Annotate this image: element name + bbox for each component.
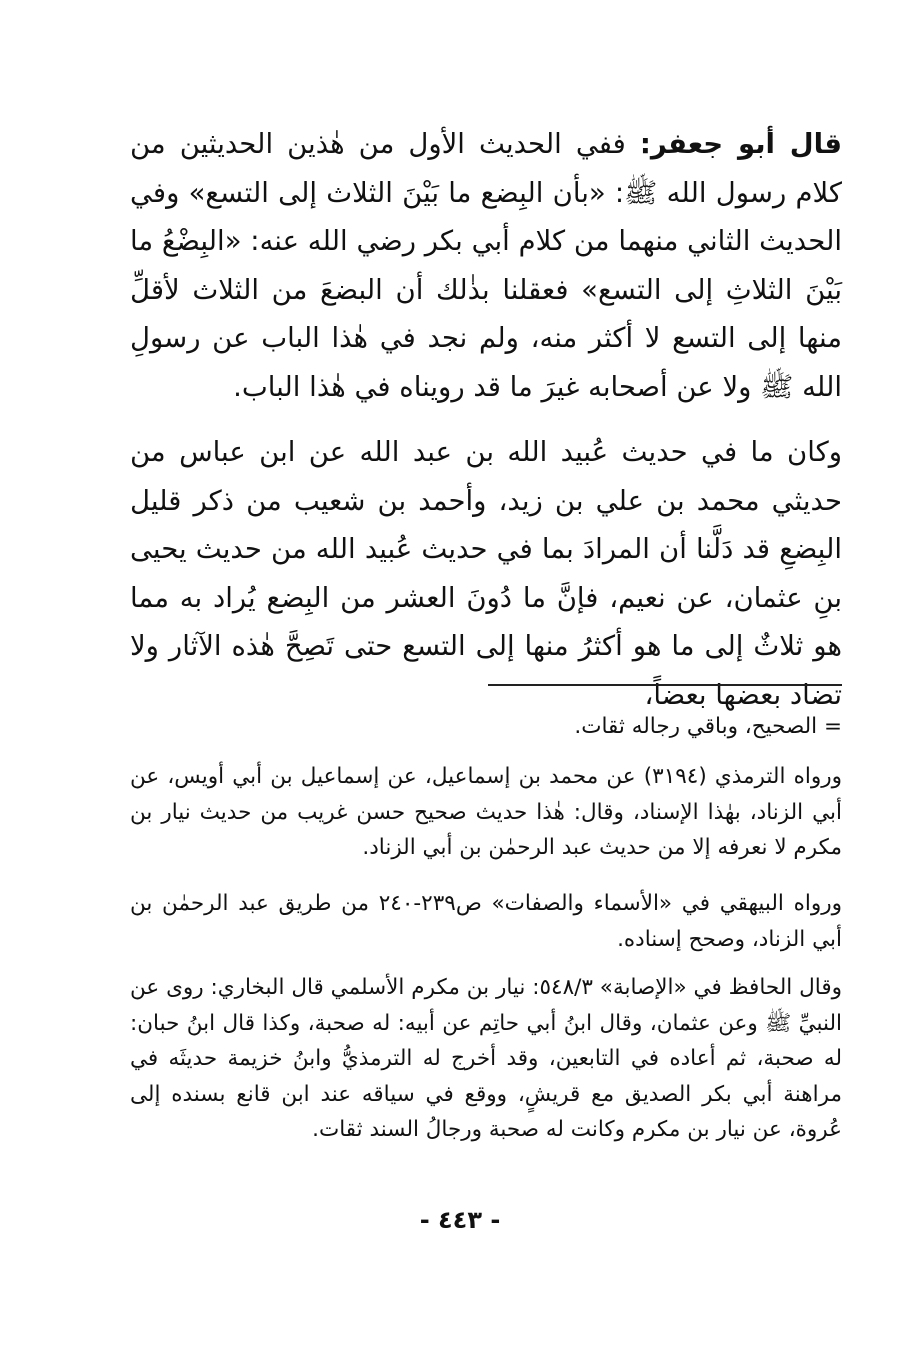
- footnote-paragraph-3: وقال الحافظ في «الإصابة» ٥٤٨/٣: نيار بن مكرم الأسلمي قال البخاري: روى عن النبيِّ ﷺ وعن عثمان، وقال ابنُ أبي حاتِم عن أبيه: له صحبة، وكذا قال ابنُ حبان: له صحبة، ثم أعاده في التابعين، وقد أخرج له الترمذيُّ وابنُ خزيمة حديثَه في مراهنة أبي بكر الصديق مع قريشٍ، ووقع في سياقه عند ابن قانع بسنده إلى عُروة، عن نيار بن مكرم وكانت له صحبة ورجالُ السند ثقات.: [130, 975, 842, 1142]
- footnote-separator: [488, 684, 842, 686]
- page-number: - ٤٤٣ -: [419, 1206, 501, 1234]
- paragraph-text: وكان ما في حديث عُبيد الله بن عبد الله عن ابن عباس من حديثي محمد بن علي بن زيد، وأحمد بن شعيب من ذكر قليل البِضعِ قد دَلَّنا أن المرادَ بما في حديث عُبيد الله من حديث يحيى بنِ عثمان، عن نعيم، فإنَّ ما دُونَ العشر من البِضع يُراد به مما هو ثلاثٌ إلى ما هو أكثرُ منها إلى التسع حتى تَصِحَّ هٰذه الآثار ولا تضاد بعضها بعضاً،: [130, 436, 842, 711]
- paragraph-lead: قال أبو جعفر:: [639, 128, 843, 160]
- footnote-continuation: = الصحيح، وباقي رجاله ثقات.: [574, 714, 842, 739]
- main-paragraph-2: [130, 428, 842, 719]
- main-paragraph-1: [130, 120, 842, 411]
- footnote-paragraph-1: ورواه الترمذي (٣١٩٤) عن محمد بن إسماعيل، عن إسماعيل بن أبي أويس، عن أبي الزناد، بهٰذا الإسناد، وقال: هٰذا حديث صحيح حسن غريب من حديث نيار بن مكرم لا نعرفه إلا من حديث عبد الرحمٰن بن أبي الزناد.: [130, 764, 842, 860]
- paragraph-text: ففي الحديث الأول من هٰذين الحديثين من كلام رسول الله ﷺ: «بأن البِضع ما بَيْنَ الثلاث إلى التسع» وفي الحديث الثاني منهما من كلام أبي بكر رضي الله عنه: «البِضْعُ ما بَيْنَ الثلاثِ إلى التسع» فعقلنا بذٰلك أن البضعَ من الثلاث لأقلِّ منها إلى التسع لا أكثر منه، ولم نجد في هٰذا الباب عن رسولِ الله ﷺ ولا عن أصحابه غيرَ ما قد رويناه في هٰذا الباب.: [130, 128, 842, 403]
- footnote-paragraph-2: ورواه البيهقي في «الأسماء والصفات» ص٢٣٩-٢٤٠ من طريق عبد الرحمٰن بن أبي الزناد، وصحح إسناده.: [130, 891, 842, 952]
